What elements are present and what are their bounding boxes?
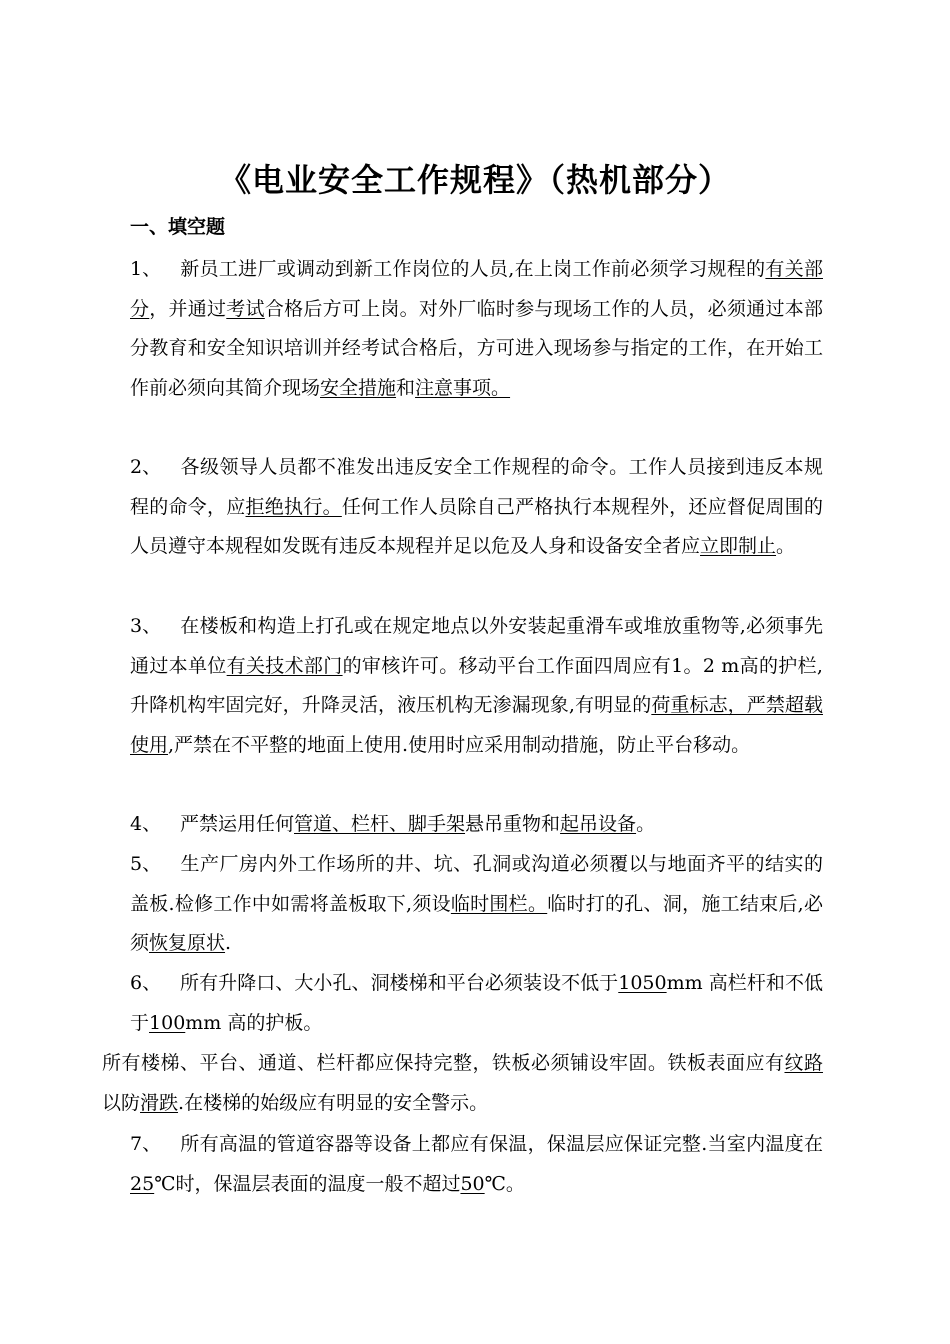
- text-run: ℃。: [484, 1172, 525, 1195]
- question-6-continuation: [102, 1044, 823, 1123]
- answer-blank: 有关技术部门: [226, 654, 343, 677]
- text-run: 。: [636, 813, 656, 835]
- answer-blank: 起吊设备: [560, 813, 637, 835]
- question-number: 5、: [130, 853, 162, 875]
- question-number: 1、: [130, 258, 162, 280]
- text-run: ，并通过: [149, 297, 227, 320]
- question-number: 3、: [130, 615, 162, 637]
- text-run: 所有高温的管道容器等设备上都应有保温，保温层应保证完整.当室内温度在: [180, 1133, 823, 1155]
- answer-blank: 纹路: [784, 1052, 823, 1074]
- answer-blank: 50: [460, 1172, 485, 1195]
- question-2: [130, 448, 823, 567]
- answer-blank: 管道、栏杆、脚手架: [294, 813, 466, 835]
- answer-blank: 1050: [618, 972, 667, 994]
- text-run: 。: [776, 535, 796, 558]
- text-run: 以防: [102, 1091, 141, 1114]
- text-run: 临时打的孔、洞，施工结束后,必须: [130, 892, 823, 955]
- text-run: .: [225, 932, 232, 955]
- answer-blank: 25: [130, 1172, 155, 1195]
- text-run: 严禁运用任何: [180, 813, 295, 835]
- text-run: 合格后方可上岗。对外厂临时参与现场工作的人员，必须通过本部分教育和安全知识培训并经考试合格后，方可进入现场参与指定的工作，在开始工作前必须向其简介现场: [130, 297, 823, 399]
- question-5: [130, 845, 823, 964]
- answer-blank: 有关部分: [130, 258, 823, 320]
- section-heading: 一、填空题: [130, 216, 226, 238]
- answer-blank: 拒绝执行。: [245, 495, 342, 518]
- question-7: [130, 1125, 823, 1204]
- question-4: [130, 805, 823, 845]
- question-1: [130, 250, 823, 408]
- text-run: 所有楼梯、平台、通道、栏杆都应保持完整，铁板必须铺设牢固。铁板表面应有: [102, 1052, 785, 1074]
- question-3: [130, 607, 823, 765]
- text-run: 和: [396, 376, 416, 399]
- page-title: 《电业安全工作规程》（热机部分）: [218, 161, 731, 199]
- text-run: 任何工作人员除自己严格执行本规程外，还应督促周围的人员遵守本规程如发既有违反本规程并足以危及人身和设备安全者应: [130, 495, 823, 558]
- answer-blank: 荷重标志，严禁超载使用: [130, 694, 823, 756]
- answer-blank: 滑跌: [140, 1091, 179, 1114]
- text-run: 生产厂房内外工作场所的井、坑、孔洞或沟道必须覆以与地面齐平的结实的盖板.检修工作中如需将盖板取下,须设: [130, 853, 823, 915]
- answer-blank: 临时围栏。: [450, 892, 548, 915]
- question-number: 6、: [130, 972, 162, 994]
- text-run: 在楼板和构造上打孔或在规定地点以外安装起重滑车或堆放重物等,必须事先通过本单位: [130, 615, 823, 677]
- question-number: 4、: [130, 813, 162, 835]
- text-run: mm 高栏杆和不低于: [130, 972, 823, 1034]
- text-run: 新员工进厂或调动到新工作岗位的人员,在上岗工作前必须学习规程的: [180, 258, 766, 280]
- text-run: 各级领导人员都不准发出违反安全工作规程的命令。工作人员接到违反本规程的命令，应: [130, 456, 823, 518]
- question-number: 2、: [130, 456, 162, 478]
- question-number: 7、: [130, 1133, 162, 1155]
- answer-blank: 安全措施: [320, 376, 397, 399]
- answer-blank: 恢复原状: [149, 932, 226, 955]
- text-run: ,严禁在不平整的地面上使用.使用时应采用制动措施，防止平台移动。: [168, 733, 751, 756]
- question-6: [130, 964, 823, 1043]
- answer-blank: 立即制止: [700, 535, 777, 558]
- answer-blank: 考试: [226, 297, 265, 320]
- answer-blank: 100: [149, 1011, 186, 1034]
- answer-blank: 注意事项。: [415, 376, 511, 399]
- text-run: 悬吊重物和: [465, 813, 561, 835]
- text-run: 所有升降口、大小孔、洞楼梯和平台必须装设不低于: [180, 972, 619, 994]
- text-run: 的审核许可。移动平台工作面四周应有1。2 m高的护栏,升降机构牢固完好，升降灵活，液压机构无渗漏现象,有明显的: [130, 654, 823, 717]
- text-run: .在楼梯的始级应有明显的安全警示。: [178, 1091, 489, 1114]
- text-run: mm 高的护板。: [185, 1011, 323, 1034]
- text-run: ℃时，保温层表面的温度一般不超过: [154, 1172, 461, 1195]
